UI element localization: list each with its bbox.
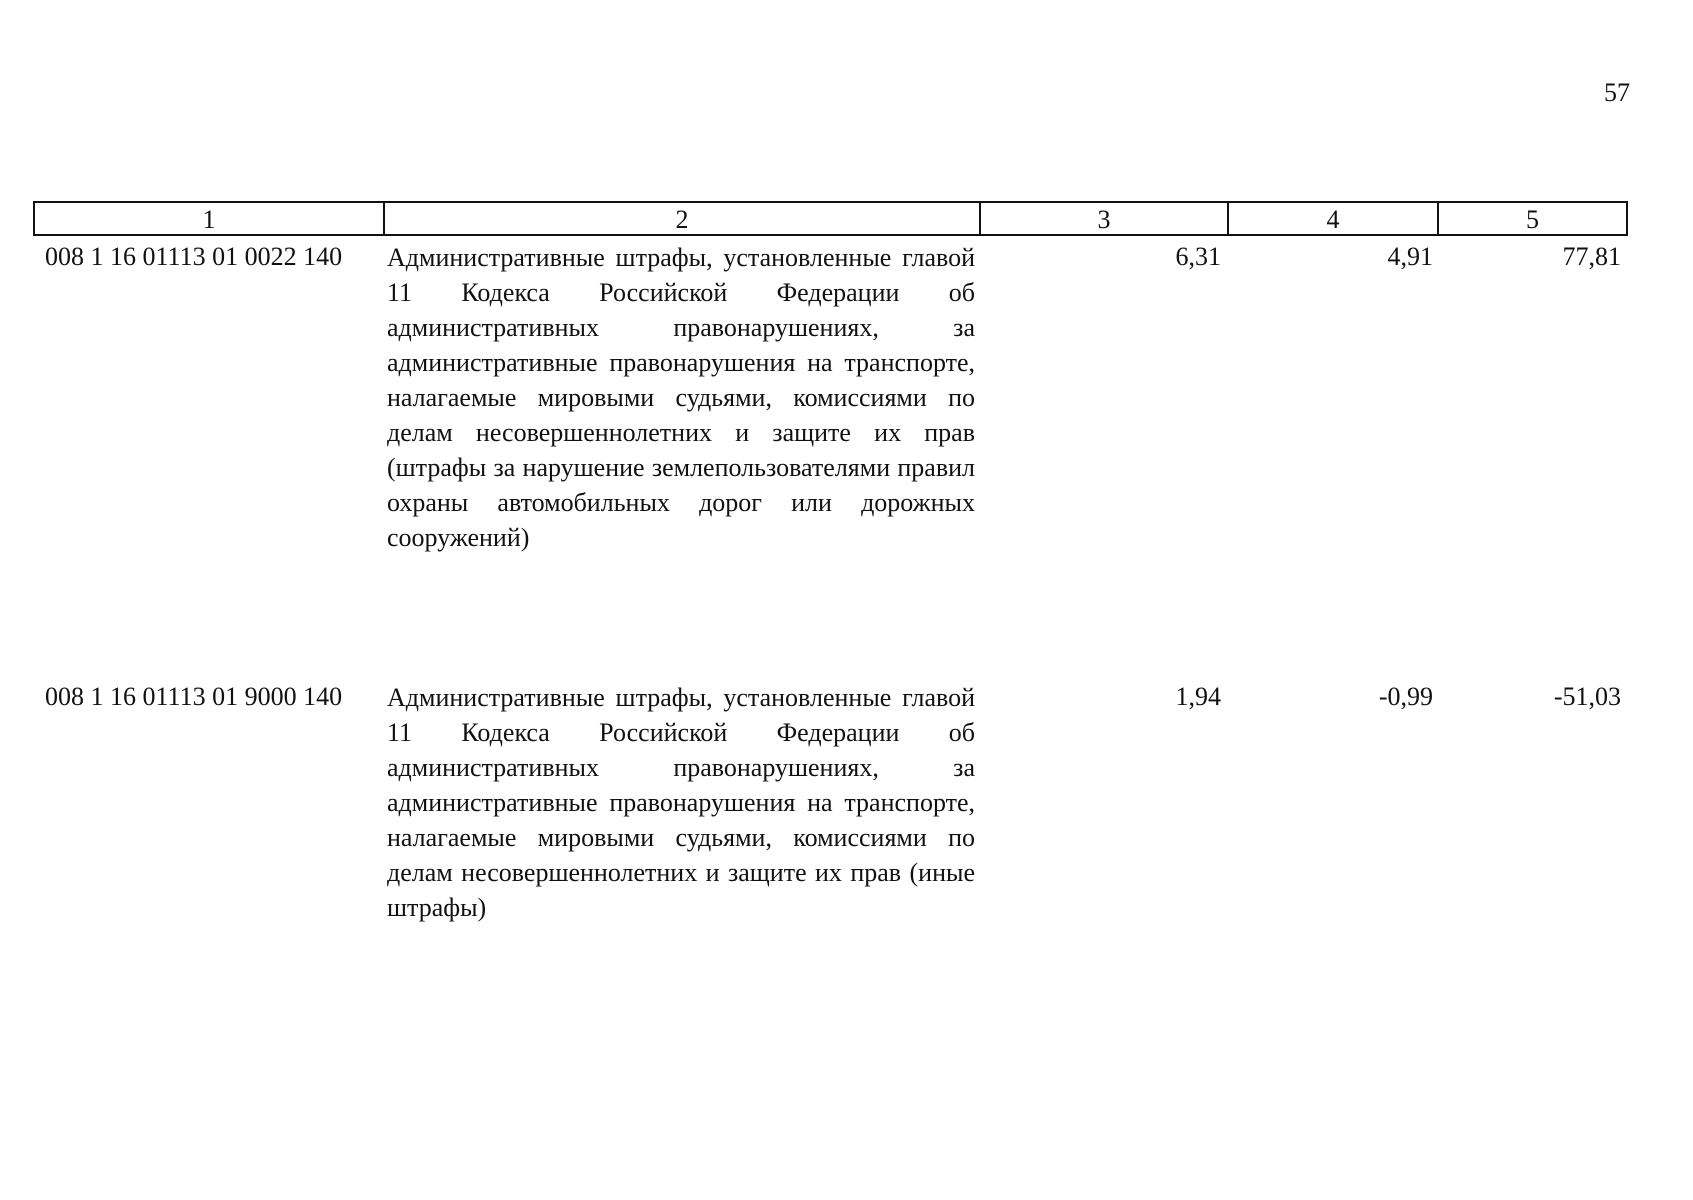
page-number: 57: [1604, 78, 1630, 107]
column-header-2: 2: [385, 203, 981, 234]
value-column-4: 4,91: [1387, 242, 1433, 271]
value-column-3: 6,31: [1175, 242, 1221, 271]
column-header-5: 5: [1526, 205, 1539, 234]
value-column-5: 77,81: [1562, 242, 1621, 271]
row-description: Административные штрафы, установленные главой 11 Кодекса Российской Федерации об административных правонарушениях, за административные правонарушения на транспорте, налагаемые мировыми судьями, комиссиями по делам несовершеннолетних и защите их прав (штрафы за нарушение землепользователями правил охраны автомобильных дорог или дорожных сооружений): [387, 243, 975, 552]
budget-code: 008 1 16 01113 01 0022 140: [45, 242, 343, 271]
value-column-4: -0,99: [1378, 682, 1433, 711]
row-description: Административные штрафы, установленные главой 11 Кодекса Российской Федерации об административных правонарушениях, за административные правонарушения на транспорте, налагаемые мировыми судьями, комиссиями по делам несовершеннолетних и защите их прав (иные штрафы): [387, 683, 975, 922]
value-column-5: -51,03: [1553, 682, 1621, 711]
column-header-3: 3: [981, 203, 1229, 234]
column-header-1: 1: [35, 203, 385, 234]
budget-code: 008 1 16 01113 01 9000 140: [45, 682, 343, 711]
value-column-3: 1,94: [1175, 682, 1221, 711]
column-header-4: 4: [1229, 203, 1439, 234]
table-header: [33, 201, 1628, 236]
